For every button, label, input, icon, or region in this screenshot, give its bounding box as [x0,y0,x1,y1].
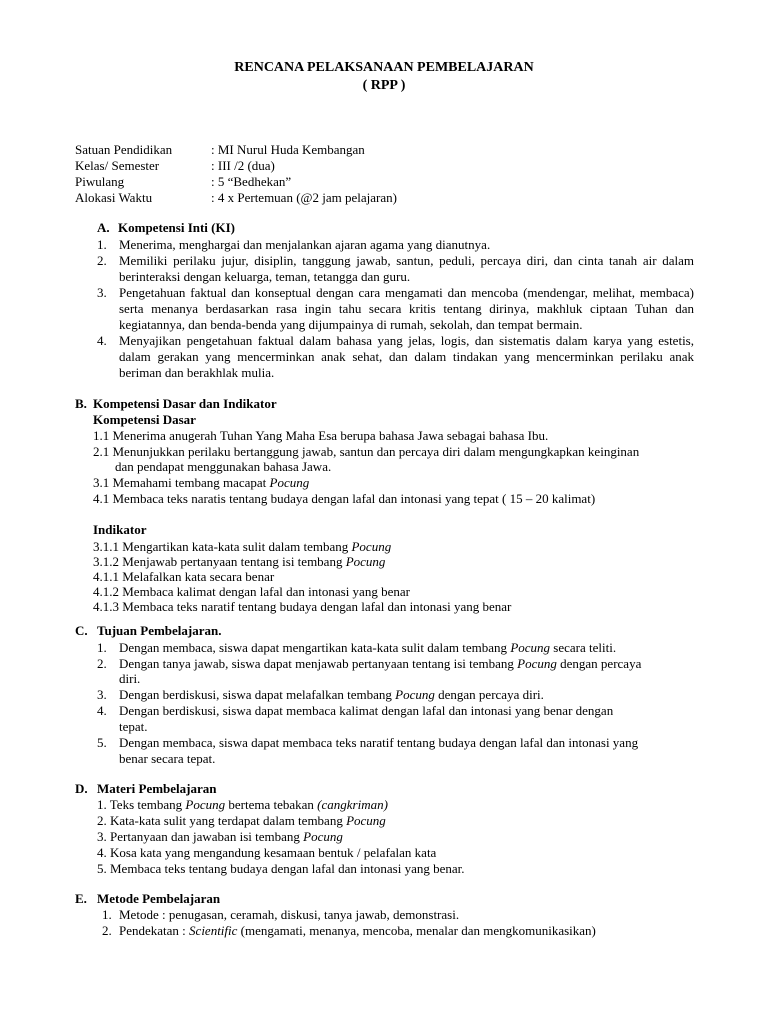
meta-label: Satuan Pendidikan [75,142,173,157]
section-marker: E. [75,891,87,906]
list-number: 3. [97,285,107,300]
section-marker: A. [97,220,110,235]
meta-value: : 5 “Bedhekan” [211,174,292,189]
list-item-continuation: benar secara tepat. [119,751,216,766]
list-number: 2. [97,253,107,268]
list-item-continuation: tepat. [119,719,148,734]
meta-value: : MI Nurul Huda Kembangan [211,142,365,157]
indikator-item: 4.1.1 Melafalkan kata secara benar [93,569,275,584]
list-item: Pendekatan : Scientific (mengamati, menanya, mencoba, menalar dan mengkomunikasikan) [119,923,596,938]
indikator-item: 4.1.2 Membaca kalimat dengan lafal dan intonasi yang benar [93,584,410,599]
section-marker: D. [75,781,88,796]
document-title: RENCANA PELAKSANAAN PEMBELAJARAN [234,60,534,75]
meta-block [75,142,675,206]
kd-item: 1.1 Menerima anugerah Tuhan Yang Maha Esa berupa bahasa Jawa sebagai bahasa Ibu. [93,428,549,443]
meta-row [75,158,675,174]
meta-value: : 4 x Pertemuan (@2 jam pelajaran) [211,190,397,205]
list-item: Dengan membaca, siswa dapat mengartikan kata-kata sulit dalam tembang Pocung secara teliti. [119,640,617,655]
list-item: 4. Kosa kata yang mengandung kesamaan bentuk / pelafalan kata [97,845,437,860]
list-item: Memiliki perilaku jujur, disiplin, tanggung jawab, santun, peduli, percaya diri, dan cinta tanah air dalam berinteraksi dengan keluarga, teman, tetangga dan guru. [119,253,694,284]
section-heading: Materi Pembelajaran [97,781,217,796]
list-item: Metode : penugasan, ceramah, diskusi, tanya jawab, demonstrasi. [119,907,460,922]
list-number: 1. [102,907,112,922]
subsection-heading: Kompetensi Dasar [93,412,196,427]
list-number: 5. [97,735,107,750]
list-number: 2. [97,656,107,671]
list-number: 1. [97,237,107,252]
section-heading: Kompetensi Dasar dan Indikator [93,396,277,411]
document-subtitle: ( RPP ) [362,78,406,93]
indikator-item: 3.1.1 Mengartikan kata-kata sulit dalam tembang Pocung [93,539,392,554]
list-item: 2. Kata-kata sulit yang terdapat dalam tembang Pocung [97,813,386,828]
list-item: Pengetahuan faktual dan konseptual dengan cara mengamati dan mencoba (mendengar, melihat, membaca) serta menanya berdasarkan rasa ingin tahu secara kritis tentang dirinya, makhluk ciptaan Tuhan dan kegiatannya, dan benda-benda yang dijumpainya di rumah, sekolah, dan tempat bermain. [119,285,694,332]
kd-item: 2.1 Menunjukkan perilaku bertanggung jawab, santun dan percaya diri dalam mengungkapkan keinginan [93,444,640,459]
list-number: 1. [97,640,107,655]
section-marker: C. [75,623,88,638]
list-number: 4. [97,333,107,348]
meta-row [75,142,675,158]
indikator-item: 3.1.2 Menjawab pertanyaan tentang isi tembang Pocung [93,554,386,569]
list-item: 1. Teks tembang Pocung bertema tebakan (cangkriman) [97,797,388,812]
list-item: Dengan tanya jawab, siswa dapat menjawab pertanyaan tentang isi tembang Pocung dengan percaya [119,656,642,671]
meta-label: Alokasi Waktu [75,190,153,205]
meta-label: Kelas/ Semester [75,158,160,173]
indikator-item: 4.1.3 Membaca teks naratif tentang budaya dengan lafal dan intonasi yang benar [93,599,512,614]
meta-row [75,190,675,206]
list-item: 3. Pertanyaan dan jawaban isi tembang Pocung [97,829,343,844]
list-item: Dengan berdiskusi, siswa dapat melafalkan tembang Pocung dengan percaya diri. [119,687,544,702]
section-heading: Tujuan Pembelajaran. [97,623,222,638]
meta-row [75,174,675,190]
kd-item: 4.1 Membaca teks naratis tentang budaya dengan lafal dan intonasi yang tepat ( 15 – 20 kalimat) [93,491,596,506]
section-marker: B. [75,396,87,411]
list-number: 2. [102,923,112,938]
subsection-heading: Indikator [93,522,147,537]
list-number: 4. [97,703,107,718]
list-item: Menyajikan pengetahuan faktual dalam bahasa yang jelas, logis, dan sistematis dalam karya yang estetis, dalam gerakan yang mencerminkan anak sehat, dan dalam tindakan yang mencerminkan perilaku anak beriman dan berakhlak mulia. [119,333,694,380]
kd-item: 3.1 Memahami tembang macapat Pocung [93,475,310,490]
kd-item-continuation: dan pendapat menggunakan bahasa Jawa. [115,459,332,474]
section-heading: Metode Pembelajaran [97,891,221,906]
list-item: Dengan berdiskusi, siswa dapat membaca kalimat dengan lafal dan intonasi yang benar dengan [119,703,614,718]
list-item: Menerima, menghargai dan menjalankan ajaran agama yang dianutnya. [119,237,491,252]
list-item-continuation: diri. [119,671,141,686]
meta-value: : III /2 (dua) [211,158,275,173]
list-number: 3. [97,687,107,702]
list-item: 5. Membaca teks tentang budaya dengan lafal dan intonasi yang benar. [97,861,465,876]
list-item: Dengan membaca, siswa dapat membaca teks naratif tentang budaya dengan lafal dan intonasi yang [119,735,639,750]
section-heading: Kompetensi Inti (KI) [118,220,235,235]
meta-label: Piwulang [75,174,125,189]
